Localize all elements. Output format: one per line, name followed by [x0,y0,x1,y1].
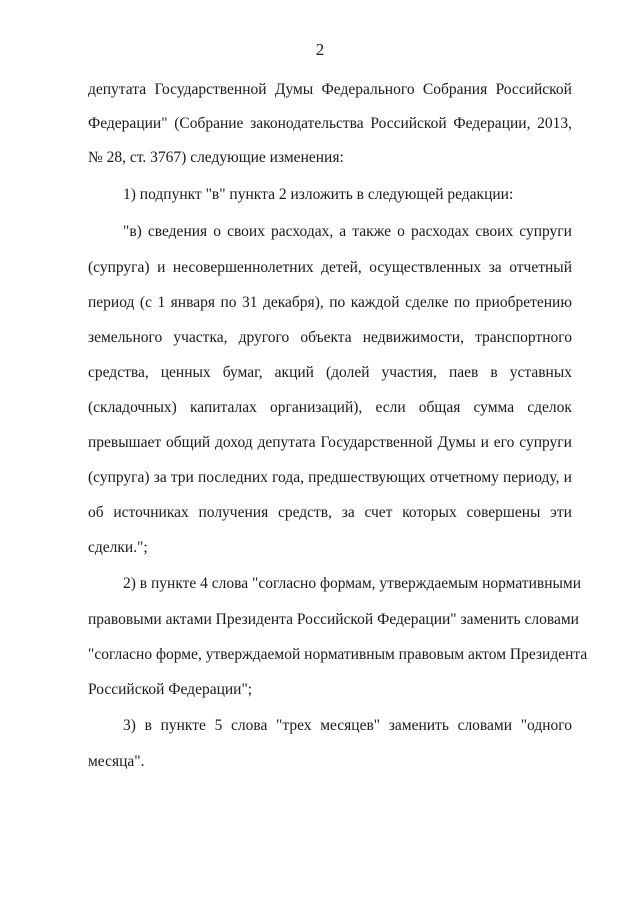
word: доход [215,434,253,451]
word: супруги [519,223,572,240]
text-line [88,468,572,488]
word: по [453,294,470,311]
word: средств, [277,504,332,521]
word: Думы [274,81,314,98]
word: "трех [276,717,312,734]
word: каждой [350,294,400,311]
text-line [88,363,572,383]
word: 31 [242,294,258,311]
word: Российской [495,81,572,98]
text-line: месяца". [88,753,145,770]
word: детей, [321,259,362,276]
word: средства, [88,364,149,381]
word: земельного [88,329,163,346]
word: которых [402,504,457,521]
word: сделок [527,399,572,416]
word: совершены [466,504,541,521]
word: депутата [88,81,147,98]
word: Собрания [422,81,488,98]
word: (супруга) [88,469,150,486]
word: 5 [214,717,223,734]
word: отчетный [509,259,572,276]
text-line [88,503,572,523]
word: его [493,434,515,451]
word: своих [227,223,265,240]
word: за [341,504,355,521]
text-line [88,398,572,418]
word: законодательства [250,115,364,132]
word: сведения [147,223,208,240]
word: супруги [519,434,572,451]
word: объекта [300,329,352,346]
word: 1 [157,294,166,311]
page-number: 2 [315,40,325,59]
word: счет [364,504,393,521]
word: об [88,504,104,521]
word: бумаг, [222,364,263,381]
word: о [397,223,405,240]
text-line [88,293,572,313]
word: 3) [123,717,136,734]
word: организаций), [270,399,363,416]
word: транспортного [475,329,572,346]
word: (с [139,294,152,311]
word: получения [198,504,269,521]
word: пункте [160,717,206,734]
word: сделке [405,294,449,311]
word: года, [272,469,304,486]
word: уставных [509,364,572,381]
word: эти [550,504,572,521]
text-line: № 28, ст. 3767) следующие изменения: [88,149,344,166]
word: "одного [520,717,572,734]
word: и [157,259,166,276]
text-line [123,716,572,736]
word: общий [166,434,211,451]
word: Федерации, [453,115,531,132]
word: периоду, [503,469,560,486]
word: отчетному [429,469,499,486]
word: слова [231,717,268,734]
text-line: Российской Федерации"; [88,681,253,698]
word: по [220,294,237,311]
word: (долей [326,364,370,381]
word: а [339,223,347,240]
text-line [88,80,572,100]
word: если [375,399,406,416]
text-line: правовыми актами Президента Российской Федерации" заменить словами [88,611,579,628]
word: (супруга) [88,259,150,276]
word: Федерального [321,81,415,98]
word: Государственной [154,81,267,98]
word: три [170,469,194,486]
word: сумма [473,399,515,416]
text-line: "согласно форме, утверждаемой нормативным правовым актом Президента [88,646,588,663]
word: и [563,469,572,486]
word: участка, [173,329,228,346]
word: в [490,364,498,381]
word: превышает [88,434,162,451]
word: Российской [370,115,447,132]
word: ценных [160,364,211,381]
text-line [88,258,572,278]
word: предшествующих [308,469,426,486]
word: паев [448,364,479,381]
word: по [329,294,346,311]
word: осуществленных [369,259,482,276]
word: "в) [123,223,142,240]
word: словами [457,717,513,734]
word: недвижимости, [362,329,464,346]
word: капиталах [189,399,257,416]
word: своих [475,223,514,240]
word: о [213,223,221,240]
text-line: 2) в пункте 4 слова "согласно формам, утверждаемым нормативными [123,575,582,592]
word: депутата [257,434,316,451]
word: общая [418,399,461,416]
word: за [153,469,167,486]
word: (Собрание [174,115,244,132]
word: за [488,259,502,276]
word: Государственной [320,434,433,451]
word: приобретению [475,294,572,311]
word: заменить [388,717,449,734]
text-line [88,114,572,134]
text-line: 1) подпункт "в" пункта 2 изложить в следующей редакции: [123,186,514,203]
word: 2013, [537,115,572,132]
text-line: сделки."; [88,539,148,556]
word: и [480,434,489,451]
word: также [352,223,392,240]
word: месяцев" [320,717,381,734]
word: Думы [437,434,476,451]
word: расходах [410,223,470,240]
word: участия, [381,364,437,381]
word: несовершеннолетних [172,259,314,276]
word: акций [274,364,314,381]
word: (складочных) [88,399,177,416]
word: января [170,294,215,311]
word: декабря), [262,294,324,311]
word: последних [197,469,268,486]
word: другого [238,329,290,346]
word: Федерации" [88,115,168,132]
text-line [88,328,572,348]
word: в [144,717,152,734]
word: период [88,294,135,311]
word: источниках [113,504,189,521]
text-line [123,222,572,242]
word: расходах, [271,223,334,240]
text-line [88,433,572,453]
